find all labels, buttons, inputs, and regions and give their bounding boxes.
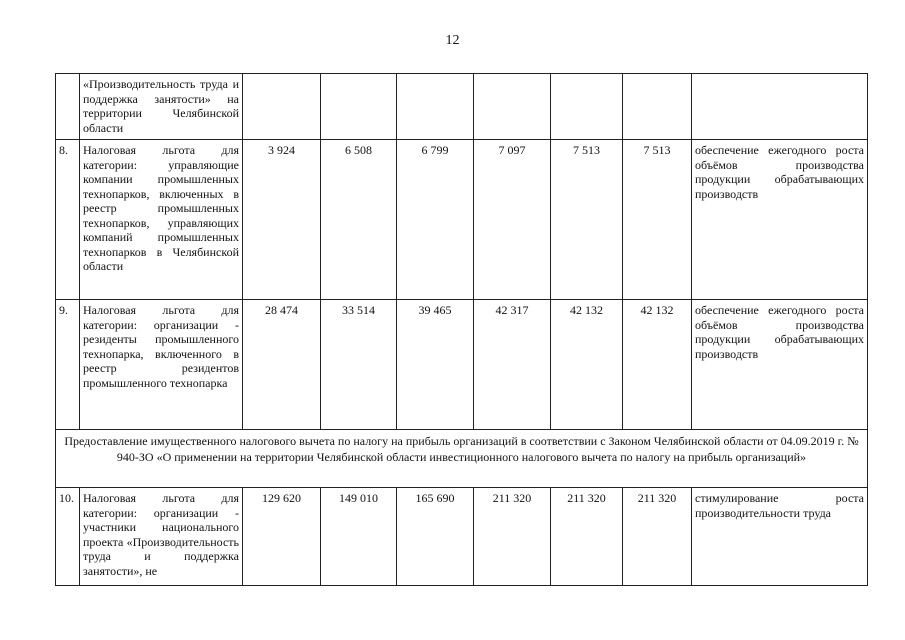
value-cell: 6 508 xyxy=(321,140,397,300)
value-cell xyxy=(243,74,321,140)
benefit-name: Налоговая льгота для категории: управляющие компании промышленных технопарков, включенных в реестр промышленных технопарков, управляющих компаний промышленных технопарков в Челябинской области xyxy=(80,140,243,300)
value-cell xyxy=(321,74,397,140)
row-number xyxy=(56,74,80,140)
section-row xyxy=(56,430,868,488)
value-cell: 42 132 xyxy=(623,300,692,430)
benefit-name: Налоговая льгота для категории: организации - резиденты промышленного технопарка, включенного в реестр резидентов промышленного технопарка xyxy=(80,300,243,430)
value-cell xyxy=(474,74,551,140)
value-cell: 7 097 xyxy=(474,140,551,300)
value-cell: 42 132 xyxy=(551,300,623,430)
value-cell: 28 474 xyxy=(243,300,321,430)
page-number: 12 xyxy=(445,33,460,48)
goal-cell: стимулирование роста производительности труда xyxy=(692,488,868,586)
value-cell: 39 465 xyxy=(397,300,474,430)
table-row xyxy=(56,140,868,300)
value-cell xyxy=(623,74,692,140)
section-heading: Предоставление имущественного налогового вычета по налогу на прибыль организаций в соответствии с Законом Челябинской области от 04.09.2019 г. № 940-ЗО «О применении на территории Челябинской области инвестиционного налогового вычета по налогу на прибыль организаций» xyxy=(56,430,868,488)
value-cell: 211 320 xyxy=(623,488,692,586)
value-cell: 129 620 xyxy=(243,488,321,586)
table-row xyxy=(56,300,868,430)
table-row xyxy=(56,74,868,140)
value-cell: 7 513 xyxy=(623,140,692,300)
value-cell: 211 320 xyxy=(474,488,551,586)
tax-benefits-table xyxy=(55,73,868,586)
row-number: 9. xyxy=(56,300,80,430)
value-cell: 7 513 xyxy=(551,140,623,300)
goal-cell: обеспечение ежегодного роста объёмов производства продукции обрабатывающих производств xyxy=(692,300,868,430)
value-cell: 149 010 xyxy=(321,488,397,586)
table-row xyxy=(56,488,868,586)
value-cell: 211 320 xyxy=(551,488,623,586)
value-cell: 6 799 xyxy=(397,140,474,300)
value-cell: 165 690 xyxy=(397,488,474,586)
value-cell: 42 317 xyxy=(474,300,551,430)
value-cell xyxy=(397,74,474,140)
value-cell: 3 924 xyxy=(243,140,321,300)
goal-cell xyxy=(692,74,868,140)
benefit-name: Налоговая льгота для категории: организации - участники национального проекта «Производительность труда и поддержка занятости», не xyxy=(80,488,243,586)
row-number: 8. xyxy=(56,140,80,300)
value-cell xyxy=(551,74,623,140)
row-number: 10. xyxy=(56,488,80,586)
goal-cell: обеспечение ежегодного роста объёмов производства продукции обрабатывающих производств xyxy=(692,140,868,300)
benefit-name: «Производительность труда и поддержка занятости» на территории Челябинской области xyxy=(80,74,243,140)
value-cell: 33 514 xyxy=(321,300,397,430)
